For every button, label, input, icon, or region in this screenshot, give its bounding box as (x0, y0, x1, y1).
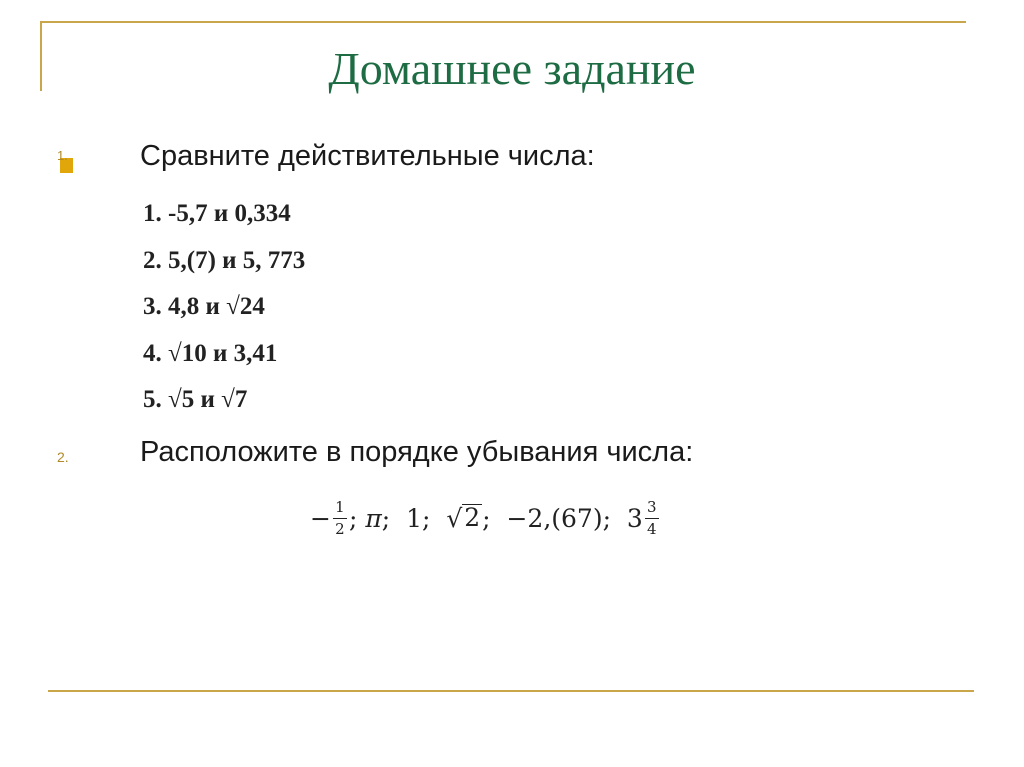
formula-pi: π (365, 503, 382, 533)
list-item: 3. 4,8 и √24 (143, 293, 265, 320)
sqrt-sign: √ (446, 503, 463, 533)
section2-heading: Расположите в порядке убывания числа: (140, 436, 694, 468)
formula-separator: ; 1; (381, 503, 447, 533)
fraction-denominator: 4 (647, 519, 657, 538)
formula-separator: ; −2,(67); 3 (482, 503, 643, 533)
slide-title: Домашнее задание (328, 43, 696, 94)
fraction-one-half (333, 499, 347, 538)
bottom-border-line (48, 690, 974, 692)
fraction-numerator: 1 (335, 497, 345, 516)
section1-number: 1. (57, 148, 68, 163)
list-item: 1. -5,7 и 0,334 (143, 200, 291, 227)
fraction-bar (645, 518, 659, 519)
fraction-three-quarters (645, 499, 659, 538)
fraction-denominator: 2 (335, 519, 345, 538)
sqrt-radicand: 2 (464, 502, 481, 532)
formula-minus: − (310, 503, 331, 533)
fraction-bar (333, 518, 347, 519)
fraction-numerator: 3 (647, 497, 657, 516)
top-border-line (40, 21, 966, 23)
section1-heading: Сравните действительные числа: (140, 140, 595, 172)
formula-sqrt (446, 504, 482, 533)
list-item: 2. 5,(7) и 5, 773 (143, 246, 306, 274)
formula-separator: ; (348, 503, 366, 533)
numbers-formula (310, 487, 661, 549)
list-item: 4. √10 и 3,41 (143, 339, 278, 367)
list-item: 5. √5 и √7 (143, 386, 248, 413)
section2-number: 2. (57, 449, 69, 465)
comparison-list (143, 196, 305, 429)
